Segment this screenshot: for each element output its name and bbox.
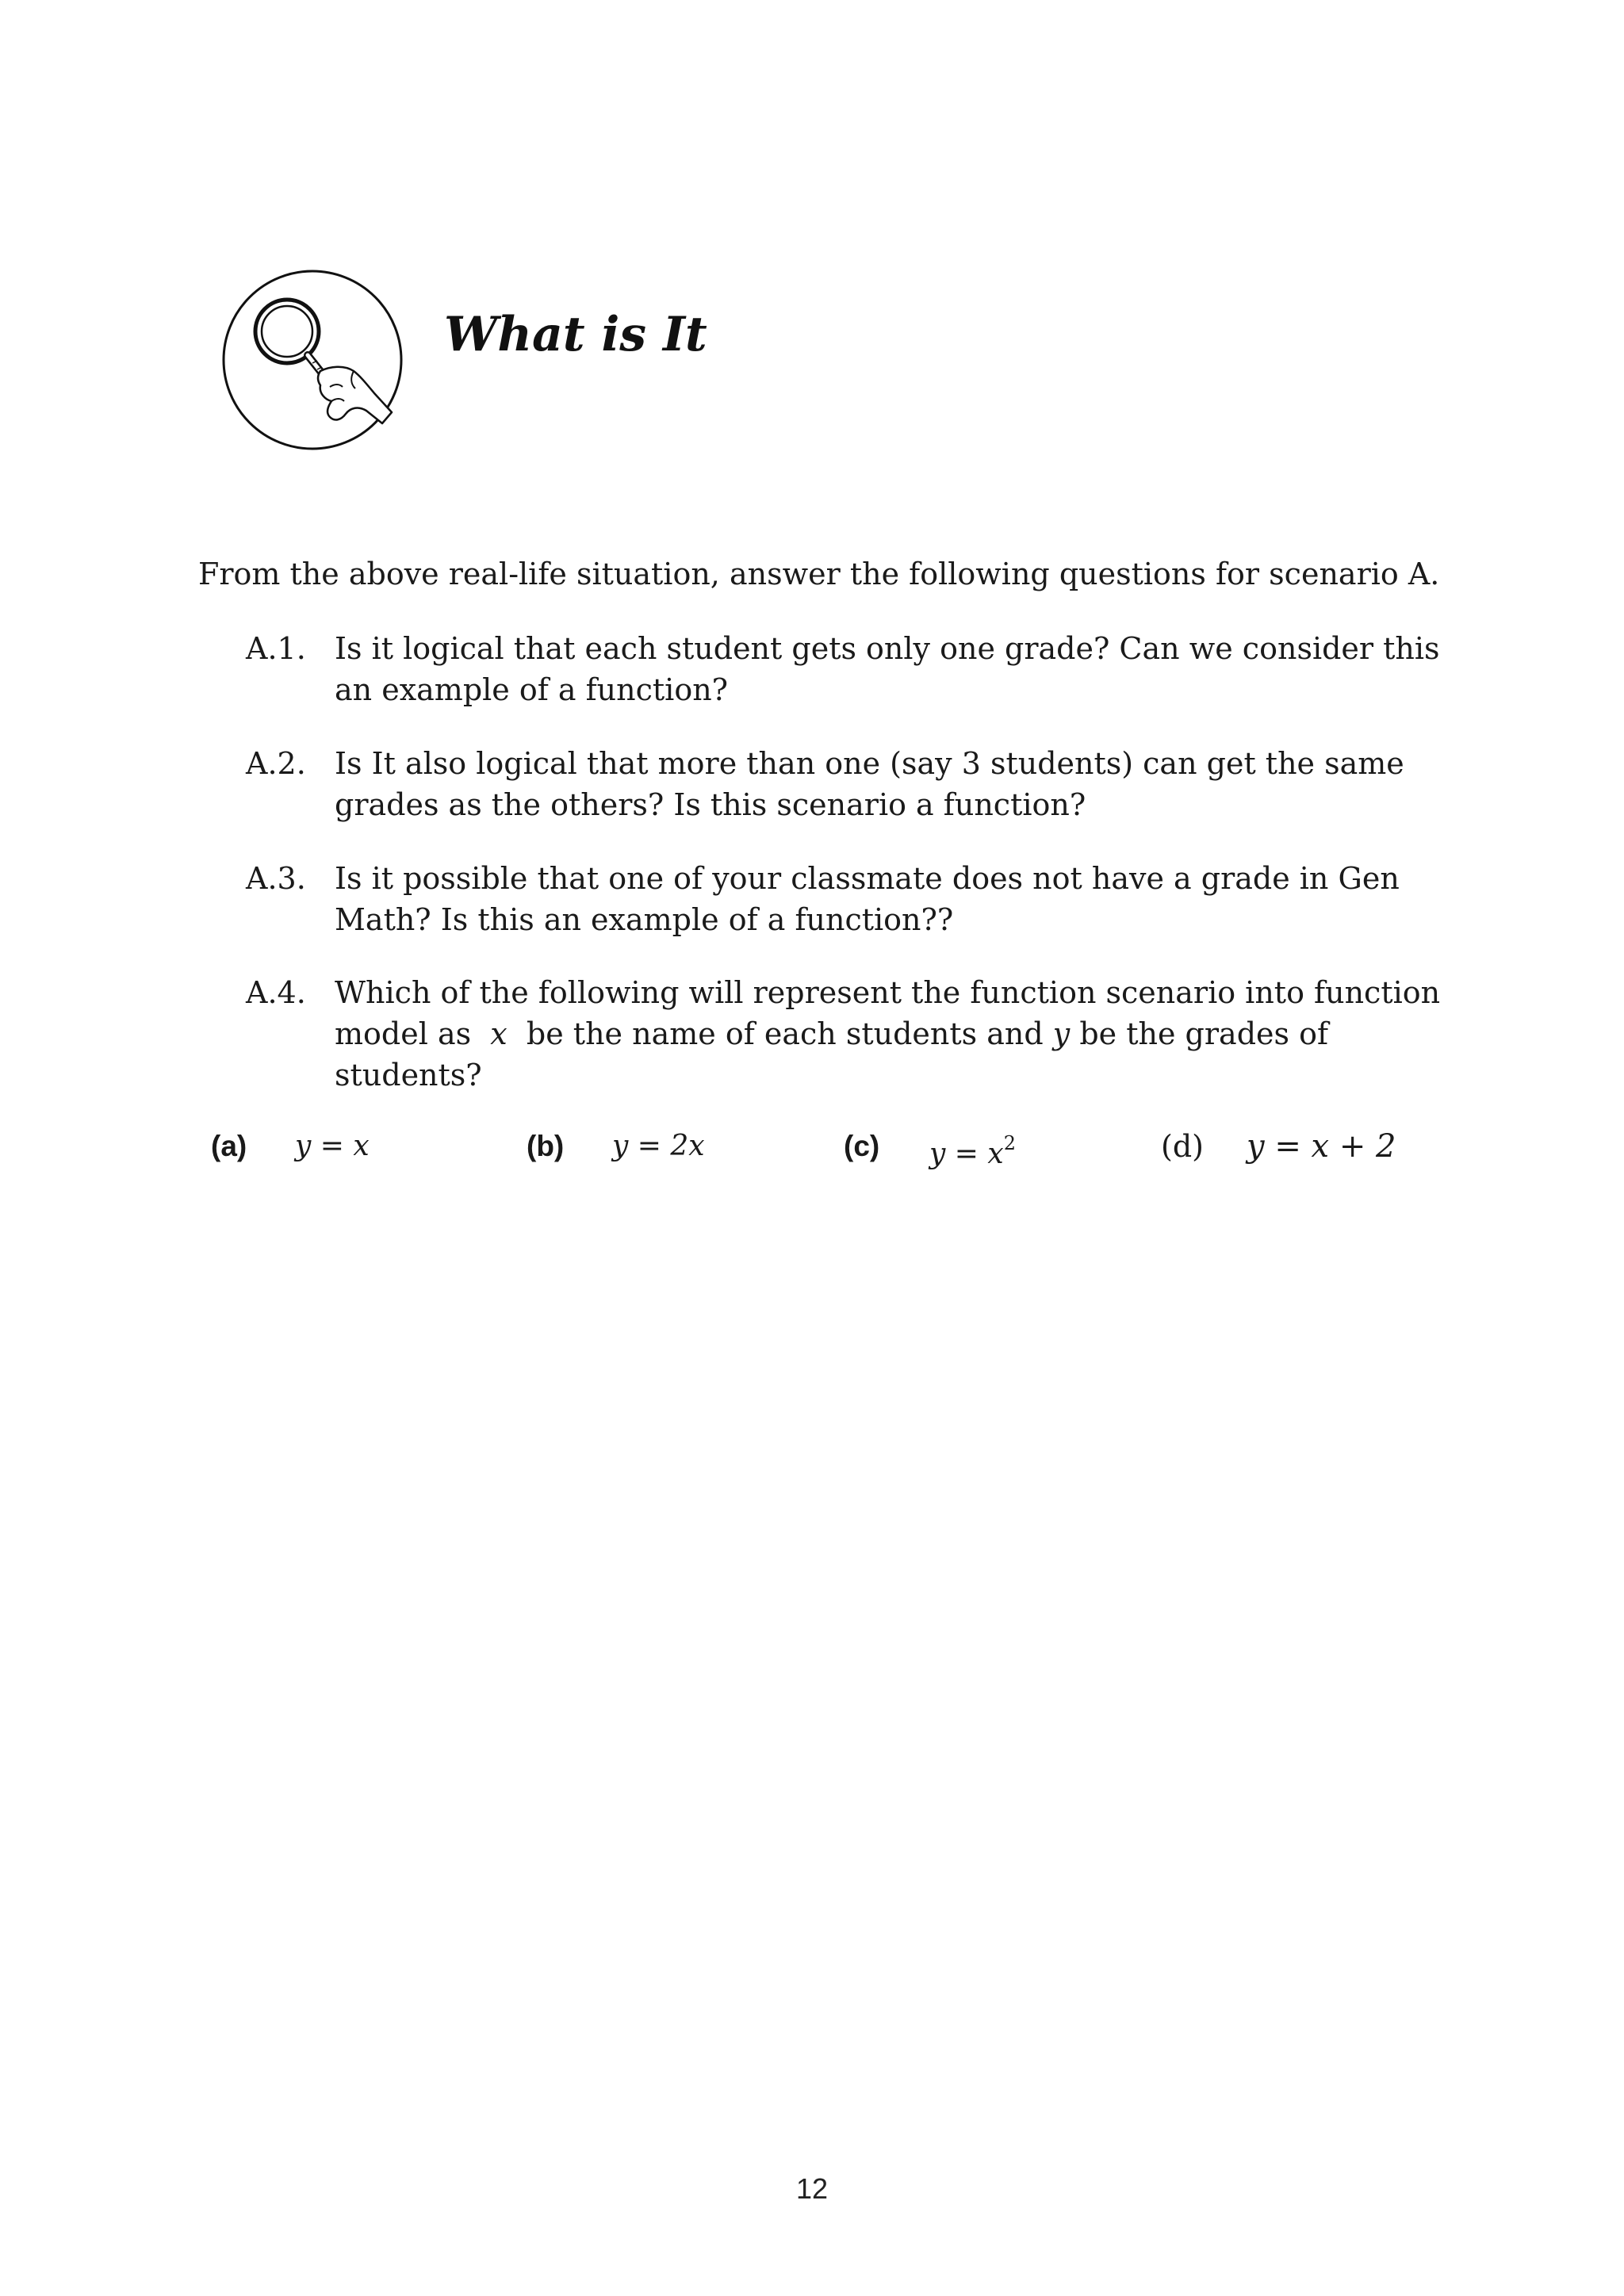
question-text: Is it logical that each student gets only one grade? Can we consider this an example of a function? bbox=[335, 631, 1440, 707]
choice-expression-d: y = x + 2 bbox=[1247, 1128, 1396, 1165]
question-a2 bbox=[246, 743, 1451, 825]
question-number: A.3. bbox=[246, 861, 306, 896]
question-number: A.1. bbox=[246, 631, 306, 666]
variable-y: y bbox=[1052, 1016, 1071, 1051]
choice-expression-c-exponent: 2 bbox=[1003, 1132, 1016, 1154]
question-text-part: be the grades of students? bbox=[335, 1016, 1329, 1093]
choice-label-c[interactable]: (c) bbox=[844, 1130, 880, 1162]
question-text bbox=[335, 972, 1451, 1096]
question-number: A.2. bbox=[246, 746, 306, 781]
choice-label-a[interactable]: (a) bbox=[211, 1130, 247, 1162]
question-text-part: Which of the following will represent the function scenario into function model as bbox=[335, 975, 1441, 1051]
variable-x: x bbox=[490, 1016, 508, 1051]
choice-label-b[interactable]: (b) bbox=[527, 1130, 565, 1162]
question-text-part: be the name of each students and bbox=[526, 1016, 1044, 1051]
question-a3 bbox=[246, 858, 1451, 940]
page-number: 12 bbox=[795, 2172, 829, 2205]
question-text: Is It also logical that more than one (say 3 students) can get the same grades as the others? Is this scenario a function? bbox=[335, 746, 1404, 822]
question-text: Is it possible that one of your classmate does not have a grade in Gen Math? Is this an example of a function?? bbox=[335, 861, 1400, 937]
question-number: A.4. bbox=[246, 975, 306, 1010]
choice-expression-b: y = 2x bbox=[612, 1130, 705, 1162]
choice-expression-c-base: y = x bbox=[929, 1138, 1004, 1170]
question-a1 bbox=[246, 628, 1451, 710]
intro-text: From the above real-life situation, answer the following questions for scenario A. bbox=[198, 557, 1440, 591]
magnifying-glass-icon bbox=[219, 266, 406, 453]
section-title: What is It bbox=[444, 307, 707, 362]
choice-expression-c bbox=[929, 1126, 1016, 1175]
choice-expression-a: y = x bbox=[295, 1130, 370, 1162]
choice-label-d[interactable]: (d) bbox=[1161, 1129, 1204, 1164]
answer-choices bbox=[0, 1126, 1624, 1173]
question-a4 bbox=[246, 972, 1451, 1096]
